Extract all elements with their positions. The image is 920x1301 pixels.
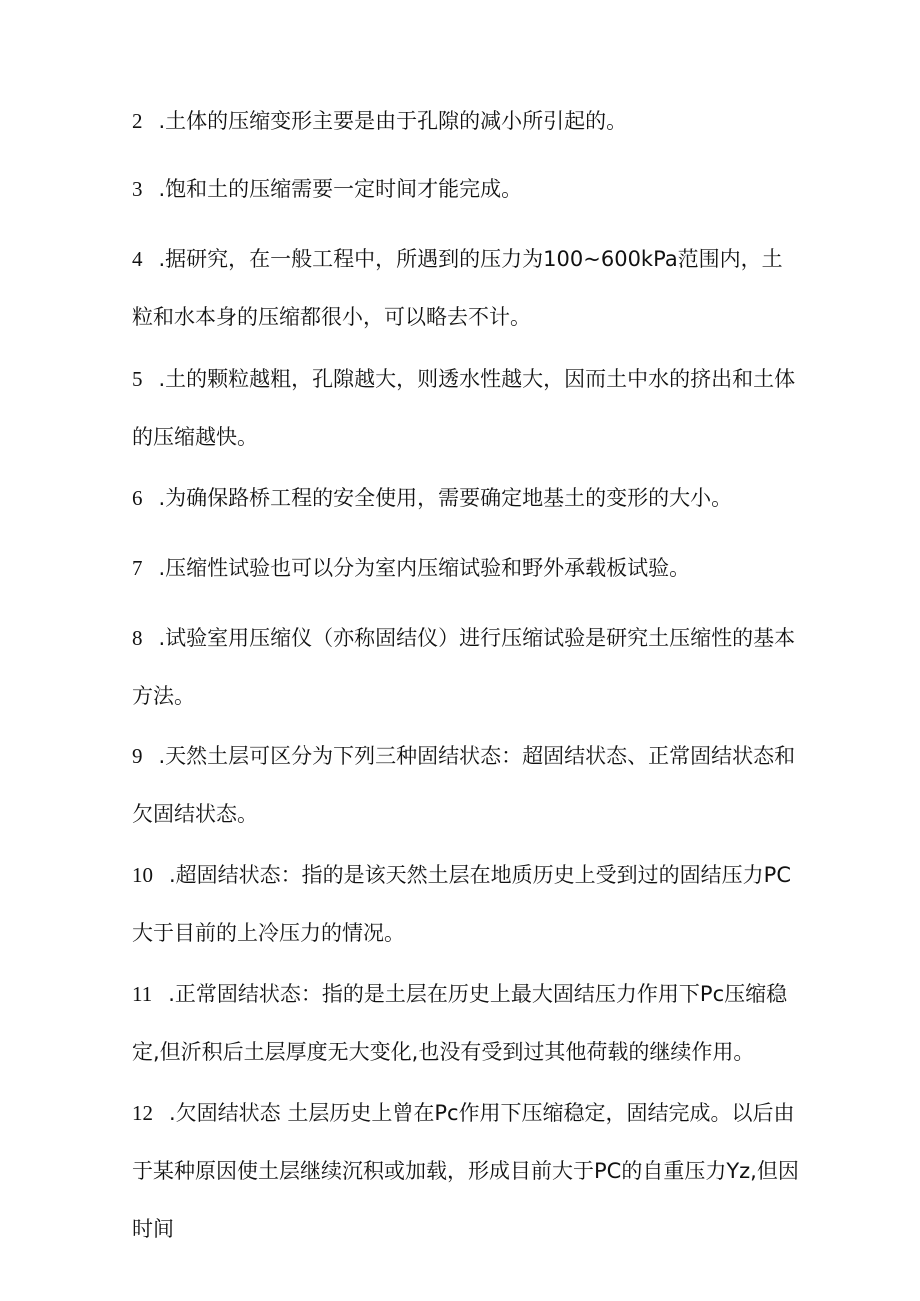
item-text: .为确保路桥工程的安全使用，需要确定地基土的变形的大小。 bbox=[158, 486, 733, 510]
paragraph-11 bbox=[132, 965, 802, 1081]
item-text: .欠固结状态 土层历史上曾在Pc作用下压缩稳定，固结完成。以后由于某种原因使土层继续沉积或加载，形成目前大于PC的自重压力Yz,但因时间 bbox=[132, 1101, 799, 1241]
item-text: .据研究，在一般工程中，所遇到的压力为100~600kPa范围内，土粒和水本身的压缩都很小，可以略去不计。 bbox=[132, 247, 783, 329]
item-text: .压缩性试验也可以分为室内压缩试验和野外承载板试验。 bbox=[158, 556, 691, 580]
item-number: 7 bbox=[132, 556, 143, 580]
item-text: .饱和土的压缩需要一定时间才能完成。 bbox=[158, 177, 523, 201]
item-text: .土体的压缩变形主要是由于孔隙的减小所引起的。 bbox=[158, 109, 628, 133]
item-text: .试验室用压缩仪（亦称固结仪）进行压缩试验是研究土压缩性的基本方法。 bbox=[132, 626, 796, 708]
paragraph-4 bbox=[132, 230, 802, 346]
paragraph-9 bbox=[132, 727, 802, 843]
item-number: 10 bbox=[132, 863, 153, 887]
item-number: 12 bbox=[132, 1101, 153, 1125]
item-text: .天然土层可区分为下列三种固结状态：超固结状态、正常固结状态和欠固结状态。 bbox=[132, 744, 796, 826]
paragraph-12 bbox=[132, 1084, 802, 1258]
paragraph-8 bbox=[132, 609, 802, 725]
paragraph-3 bbox=[132, 160, 802, 218]
item-number: 3 bbox=[132, 177, 143, 201]
paragraph-6 bbox=[132, 469, 802, 527]
item-text: .土的颗粒越粗，孔隙越大，则透水性越大，因而土中水的挤出和土体的压缩越快。 bbox=[132, 367, 796, 449]
item-number: 2 bbox=[132, 109, 143, 133]
item-text: .正常固结状态：指的是土层在历史上最大固结压力作用下Pc压缩稳定,但沂积后土层厚度无大变化,也没有受到过其他荷载的继续作用。 bbox=[132, 982, 788, 1064]
item-number: 5 bbox=[132, 367, 143, 391]
item-text: .超固结状态：指的是该天然土层在地质历史上受到过的固结压力PC大于目前的上冷压力的情况。 bbox=[132, 863, 791, 945]
item-number: 11 bbox=[132, 982, 153, 1006]
item-number: 9 bbox=[132, 744, 143, 768]
item-number: 4 bbox=[132, 247, 143, 271]
item-number: 6 bbox=[132, 486, 143, 510]
paragraph-7 bbox=[132, 539, 802, 597]
paragraph-2 bbox=[132, 92, 802, 150]
paragraph-5 bbox=[132, 350, 802, 466]
item-number: 8 bbox=[132, 626, 143, 650]
paragraph-10 bbox=[132, 846, 802, 962]
